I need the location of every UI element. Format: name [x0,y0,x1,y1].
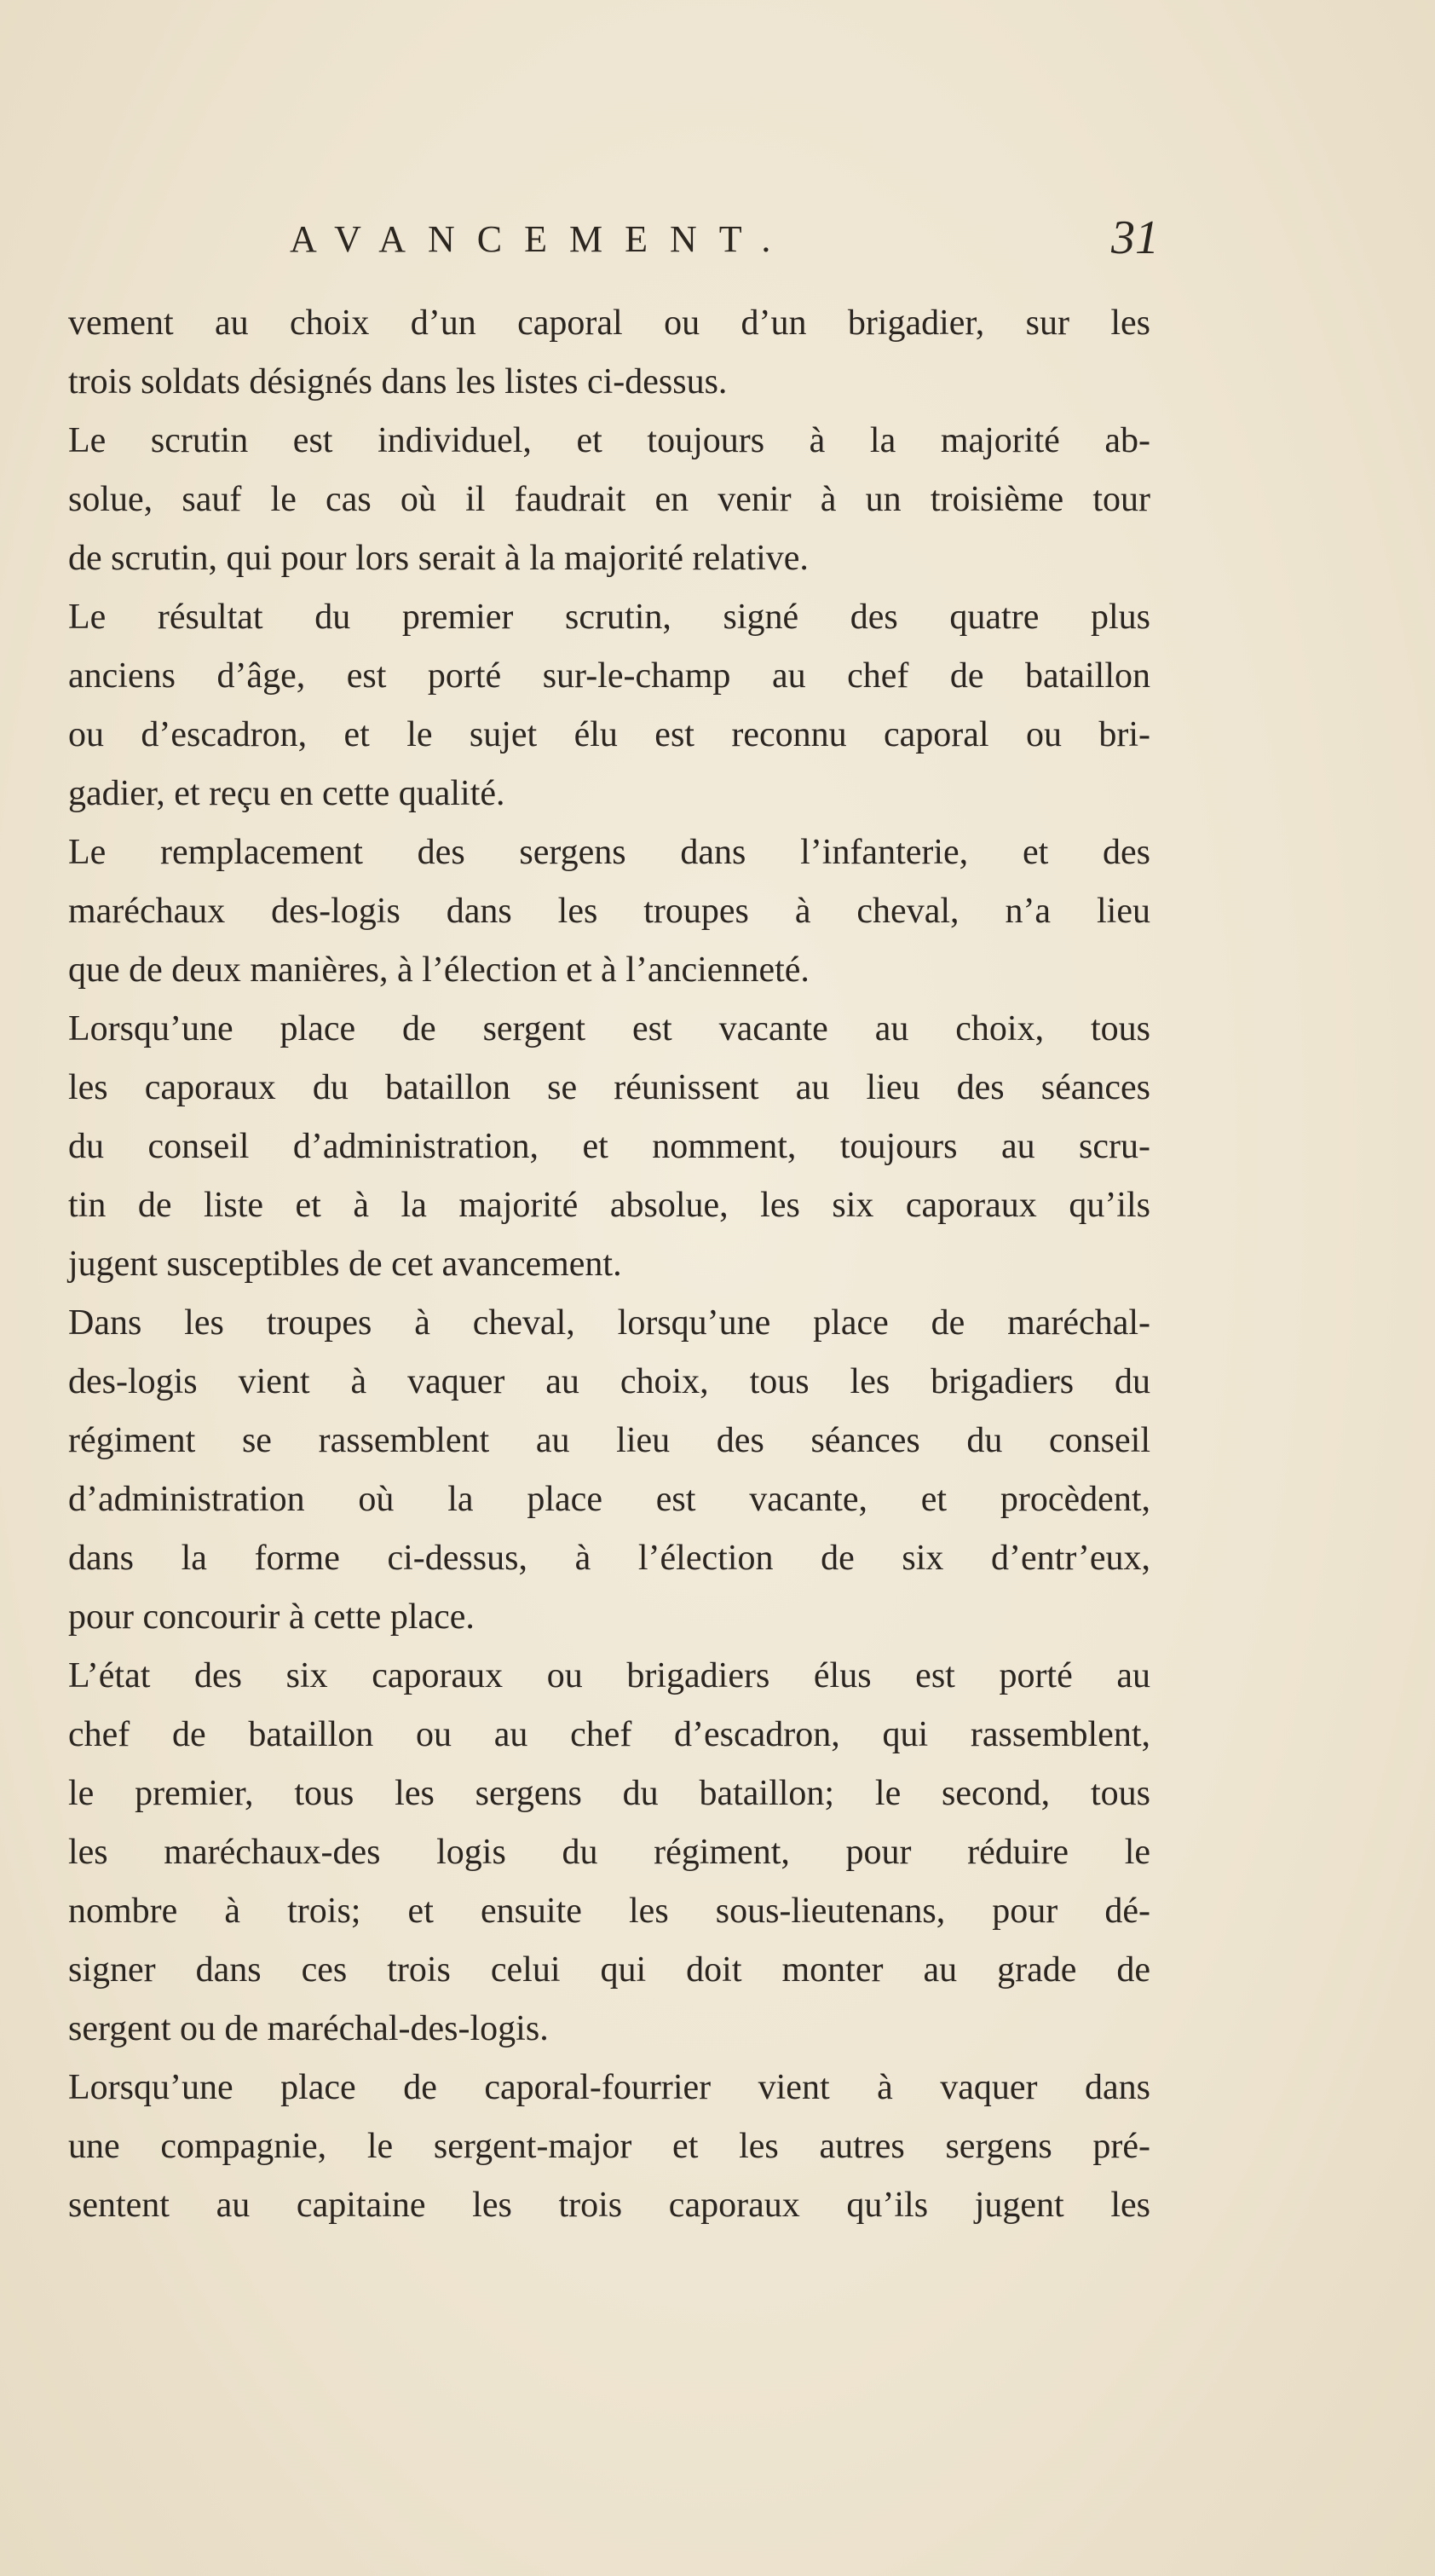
text-line: dans la forme ci-dessus, à l’élection de six d’entr’eux, [68,1539,1150,1578]
text-line: d’administration où la place est vacante, et procèdent, [68,1480,1150,1519]
text-line: de scrutin, qui pour lors serait à la majorité relative. [68,539,809,578]
text-line: nombre à trois; et ensuite les sous-lieutenans, pour dé- [68,1892,1150,1931]
text-line: des-logis vient à vaquer au choix, tous les brigadiers du [68,1362,1150,1401]
text-line: Le scrutin est individuel, et toujours à la majorité ab- [68,421,1150,460]
text-line: régiment se rassemblent au lieu des séances du conseil [68,1421,1150,1460]
text-line: ou d’escadron, et le sujet élu est reconnu caporal ou bri- [68,715,1150,754]
text-line: solue, sauf le cas où il faudrait en venir à un troisième tour [68,480,1150,519]
text-line: trois soldats désignés dans les listes ci-dessus. [68,362,728,401]
text-line: tin de liste et à la majorité absolue, les six caporaux qu’ils [68,1186,1150,1225]
text-line: que de deux manières, à l’élection et à l’ancienneté. [68,950,810,990]
text-line: anciens d’âge, est porté sur-le-champ au chef de bataillon [68,656,1150,696]
page-body [68,294,1150,2235]
text-line: signer dans ces trois celui qui doit monter au grade de [68,1950,1150,1990]
text-line: sergent ou de maréchal-des-logis. [68,2009,549,2048]
text-line: une compagnie, le sergent-major et les autres sergens pré- [68,2127,1150,2166]
text-line: L’état des six caporaux ou brigadiers élus est porté au [68,1656,1150,1695]
page-header [290,211,1159,286]
text-line: le premier, tous les sergens du bataillon; le second, tous [68,1774,1150,1813]
text-line: les caporaux du bataillon se réunissent au lieu des séances [68,1068,1150,1107]
text-line: Lorsqu’une place de caporal-fourrier vient à vaquer dans [68,2068,1150,2107]
text-line: Dans les troupes à cheval, lorsqu’une place de maréchal- [68,1303,1150,1343]
text-line: maréchaux des-logis dans les troupes à cheval, n’a lieu [68,892,1150,931]
text-line: les maréchaux-des logis du régiment, pour réduire le [68,1833,1150,1872]
text-line: du conseil d’administration, et nomment, toujours au scru- [68,1127,1150,1166]
running-title: AVANCEMENT. [290,218,793,260]
text-line: pour concourir à cette place. [68,1597,475,1637]
text-line: gadier, et reçu en cette qualité. [68,774,505,813]
text-line: jugent susceptibles de cet avancement. [68,1245,622,1284]
page-number: 31 [1111,211,1159,264]
text-line: Lorsqu’une place de sergent est vacante au choix, tous [68,1009,1150,1048]
text-line: Le remplacement des sergens dans l’infanterie, et des [68,833,1150,872]
text-line: sentent au capitaine les trois caporaux qu’ils jugent les [68,2186,1150,2225]
text-line: Le résultat du premier scrutin, signé des quatre plus [68,598,1150,637]
text-line: vement au choix d’un caporal ou d’un brigadier, sur les [68,303,1150,343]
text-line: chef de bataillon ou au chef d’escadron, qui rassemblent, [68,1715,1150,1754]
